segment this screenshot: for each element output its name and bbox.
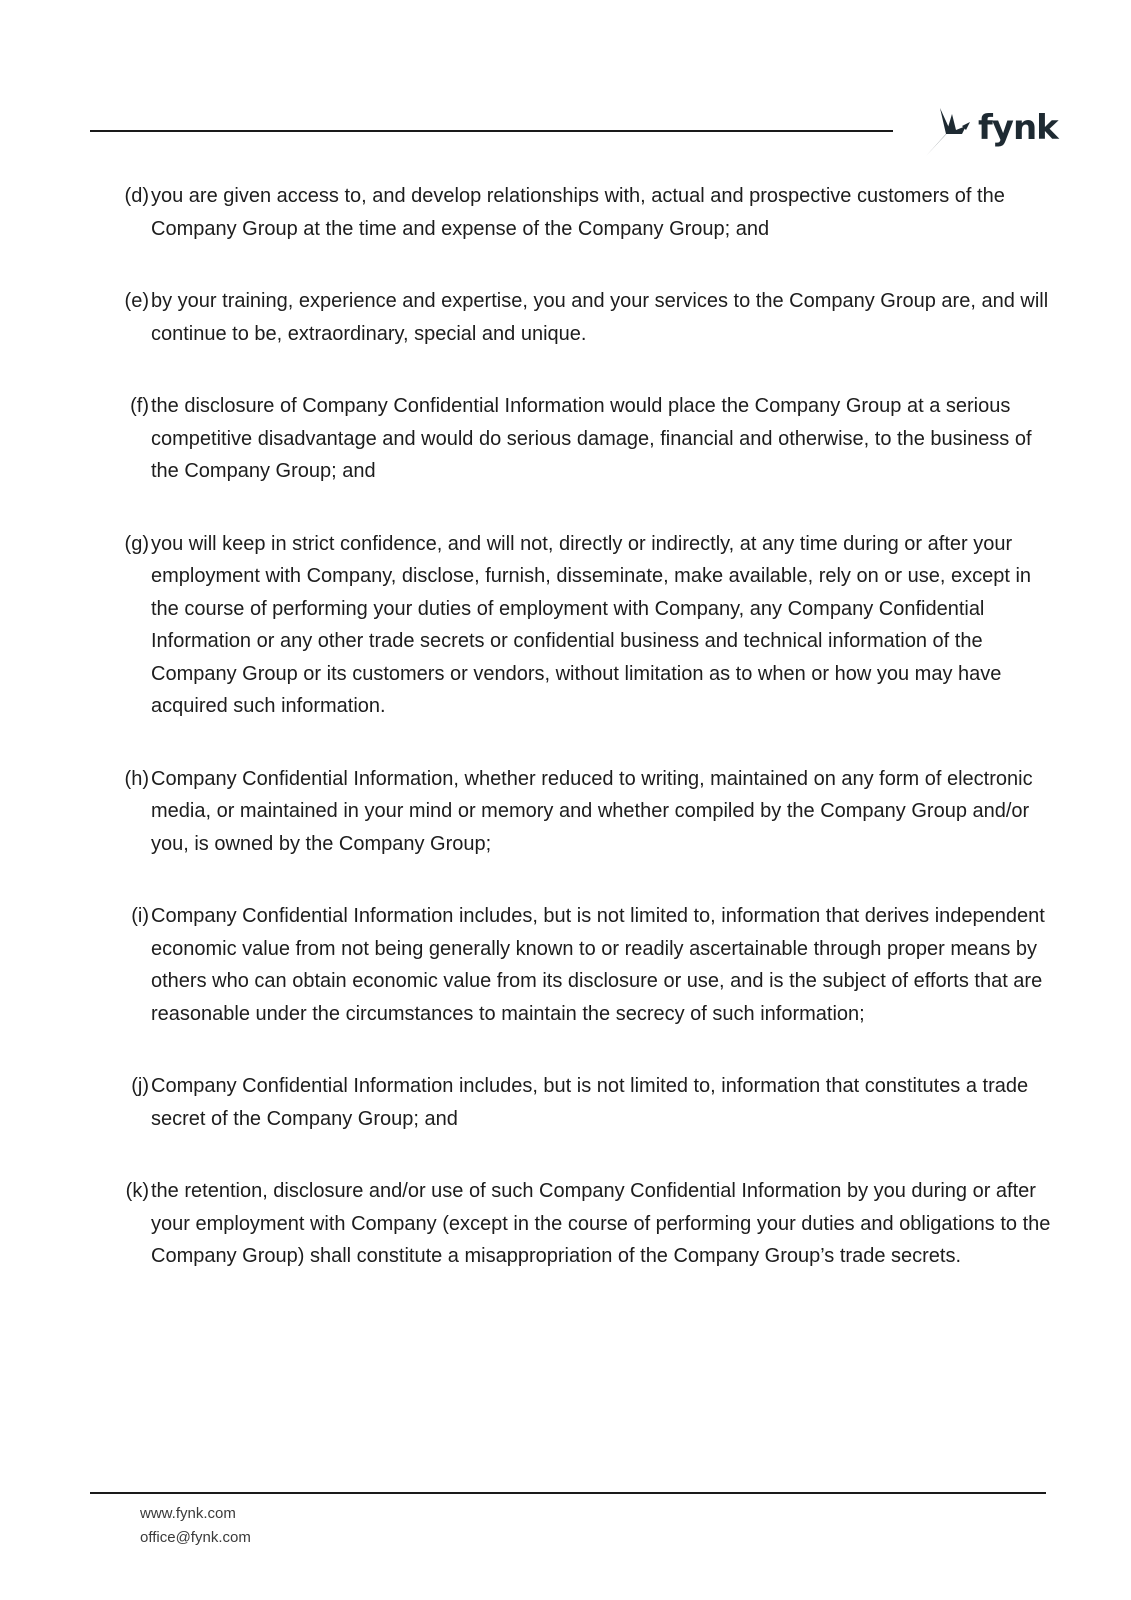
clause-marker: (d) xyxy=(124,185,149,207)
footer-divider xyxy=(90,1492,1046,1494)
clause-text: the disclosure of Company Confidential Information would place the Company Group at a serious competitive disadvantage and would do serious damage, financial and otherwise, to the business of the Company Group; and xyxy=(151,395,1032,482)
header-divider xyxy=(90,130,893,132)
clause-h xyxy=(118,763,1058,861)
clause-marker: (i) xyxy=(131,905,149,927)
clause-text: Company Confidential Information includes, but is not limited to, information that derives independent economic value from not being generally known to or readily ascertainable through proper means by others who can obtain economic value from its disclosure or use, and is the subject of efforts that are reasonable under the circumstances to maintain the secrecy of such information; xyxy=(151,905,1045,1025)
clause-k xyxy=(118,1175,1058,1273)
clause-text: you are given access to, and develop relationships with, actual and prospective customers of the Company Group at the time and expense of the Company Group; and xyxy=(151,185,1005,240)
fynk-logo xyxy=(922,104,1058,160)
clause-j xyxy=(118,1070,1058,1135)
clause-text: the retention, disclosure and/or use of such Company Confidential Information by you during or after your employment with Company (except in the course of performing your duties and obligations to the Company Group) shall constitute a misappropriation of the Company Group’s trade secrets. xyxy=(151,1180,1051,1267)
footer-website-link[interactable]: www.fynk.com xyxy=(140,1505,236,1522)
footer-contact xyxy=(140,1502,251,1550)
clause-marker: (e) xyxy=(124,290,149,312)
clause-marker: (j) xyxy=(131,1075,149,1097)
logo-wordmark: fynk xyxy=(978,108,1058,148)
clause-g xyxy=(118,528,1058,723)
clause-text: Company Confidential Information, whether reduced to writing, maintained on any form of electronic media, or maintained in your mind or memory and whether compiled by the Company Group and/or you, is owned by the Company Group; xyxy=(151,767,1033,855)
clause-text: you will keep in strict confidence, and will not, directly or indirectly, at any time during or after your employment with Company, disclose, furnish, disseminate, make available, rely on or use, except in the course of performing your duties of employment with Company, any Company Confidential Information or any other trade secrets or confidential business and technical information of the Company Group or its customers or vendors, without limitation as to when or how you may have acquired such information. xyxy=(151,532,1032,717)
clause-text: Company Confidential Information includes, but is not limited to, information that constitutes a trade secret of the Company Group; and xyxy=(151,1075,1029,1130)
bird-logo-icon xyxy=(922,104,974,160)
clause-marker: (h) xyxy=(124,767,149,790)
clause-marker: (k) xyxy=(125,1180,149,1202)
clause-i xyxy=(118,900,1058,1030)
clause-marker: (f) xyxy=(130,395,149,417)
clause-marker: (g) xyxy=(124,532,149,555)
clause-d xyxy=(118,180,1058,245)
clause-f xyxy=(118,390,1058,488)
clause-text: by your training, experience and expertise, you and your services to the Company Group are, and will continue to be, extraordinary, special and unique. xyxy=(151,290,1049,345)
clause-e xyxy=(118,285,1058,350)
clause-list xyxy=(118,180,1058,1313)
footer-email-link[interactable]: office@fynk.com xyxy=(140,1529,251,1546)
